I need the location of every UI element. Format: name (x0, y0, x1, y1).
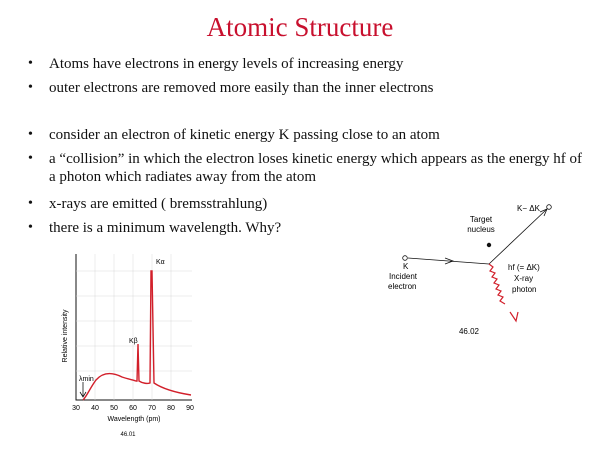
bullet-text: x-rays are emitted ( bremsstrahlung) (49, 196, 268, 212)
incident-electron-label-2: electron (388, 282, 417, 291)
k-beta-label: Kβ (129, 338, 138, 345)
x-tick-label: 70 (148, 405, 156, 412)
spectrum-ylabel: Relative intensity (62, 309, 69, 363)
spectrum-xlabel: Wavelength (pm) (107, 416, 161, 423)
x-tick-label: 80 (167, 405, 175, 412)
x-tick-label: 50 (110, 405, 118, 412)
x-tick-label: 60 (129, 405, 137, 412)
spectrum-curve (83, 271, 191, 400)
bullet-marker: • (28, 220, 33, 235)
bullet-marker: • (28, 80, 33, 95)
lambda-min-arrow (80, 382, 86, 397)
scattered-energy-label: K− ΔK (517, 204, 540, 213)
bremsstrahlung-diagram (375, 192, 575, 342)
scattered-electron-path (489, 209, 547, 264)
bullet-text: there is a minimum wavelength. Why? (49, 220, 282, 236)
lambda-min-label: λmin (79, 376, 94, 383)
scattered-electron-dot (547, 205, 552, 210)
spectrum-x-ticks (72, 405, 194, 412)
k-alpha-label: Kα (156, 259, 165, 266)
target-nucleus-dot (487, 243, 491, 247)
photon-label: photon (512, 285, 537, 294)
incident-k-label: K (403, 262, 409, 271)
incident-electron-label: Incident (389, 272, 418, 281)
diagram-figure-number: 46.02 (458, 327, 480, 336)
xray-spectrum-figure (52, 246, 212, 446)
x-tick-label: 40 (91, 405, 99, 412)
xray-label: X-ray (514, 274, 534, 283)
photon-arrowhead (510, 312, 518, 321)
bullet-marker: • (28, 151, 33, 166)
x-tick-label: 90 (186, 405, 194, 412)
slide-title: Atomic Structure (206, 12, 394, 42)
x-tick-label: 30 (72, 405, 80, 412)
bullet-text: outer electrons are removed more easily than the inner electrons (49, 80, 434, 96)
target-nucleus-label-2: nucleus (467, 225, 495, 234)
bullet-text: a “collision” in which the electron loses kinetic energy which appears as the energy hf of a photon which radiates away from the atom (49, 151, 583, 185)
target-nucleus-label: Target (469, 215, 493, 224)
photon-energy-label: hf (= ΔK) (508, 263, 540, 272)
bullet-marker: • (28, 196, 33, 211)
spectrum-figure-number: 46.01 (120, 432, 136, 438)
bullet-text: Atoms have electrons in energy levels of increasing energy (49, 56, 404, 72)
bullet-marker: • (28, 56, 33, 71)
bullet-marker: • (28, 127, 33, 142)
bullet-text: consider an electron of kinetic energy K passing close to an atom (49, 127, 440, 143)
xray-photon-wave (489, 264, 505, 304)
incident-electron-dot (403, 256, 408, 261)
